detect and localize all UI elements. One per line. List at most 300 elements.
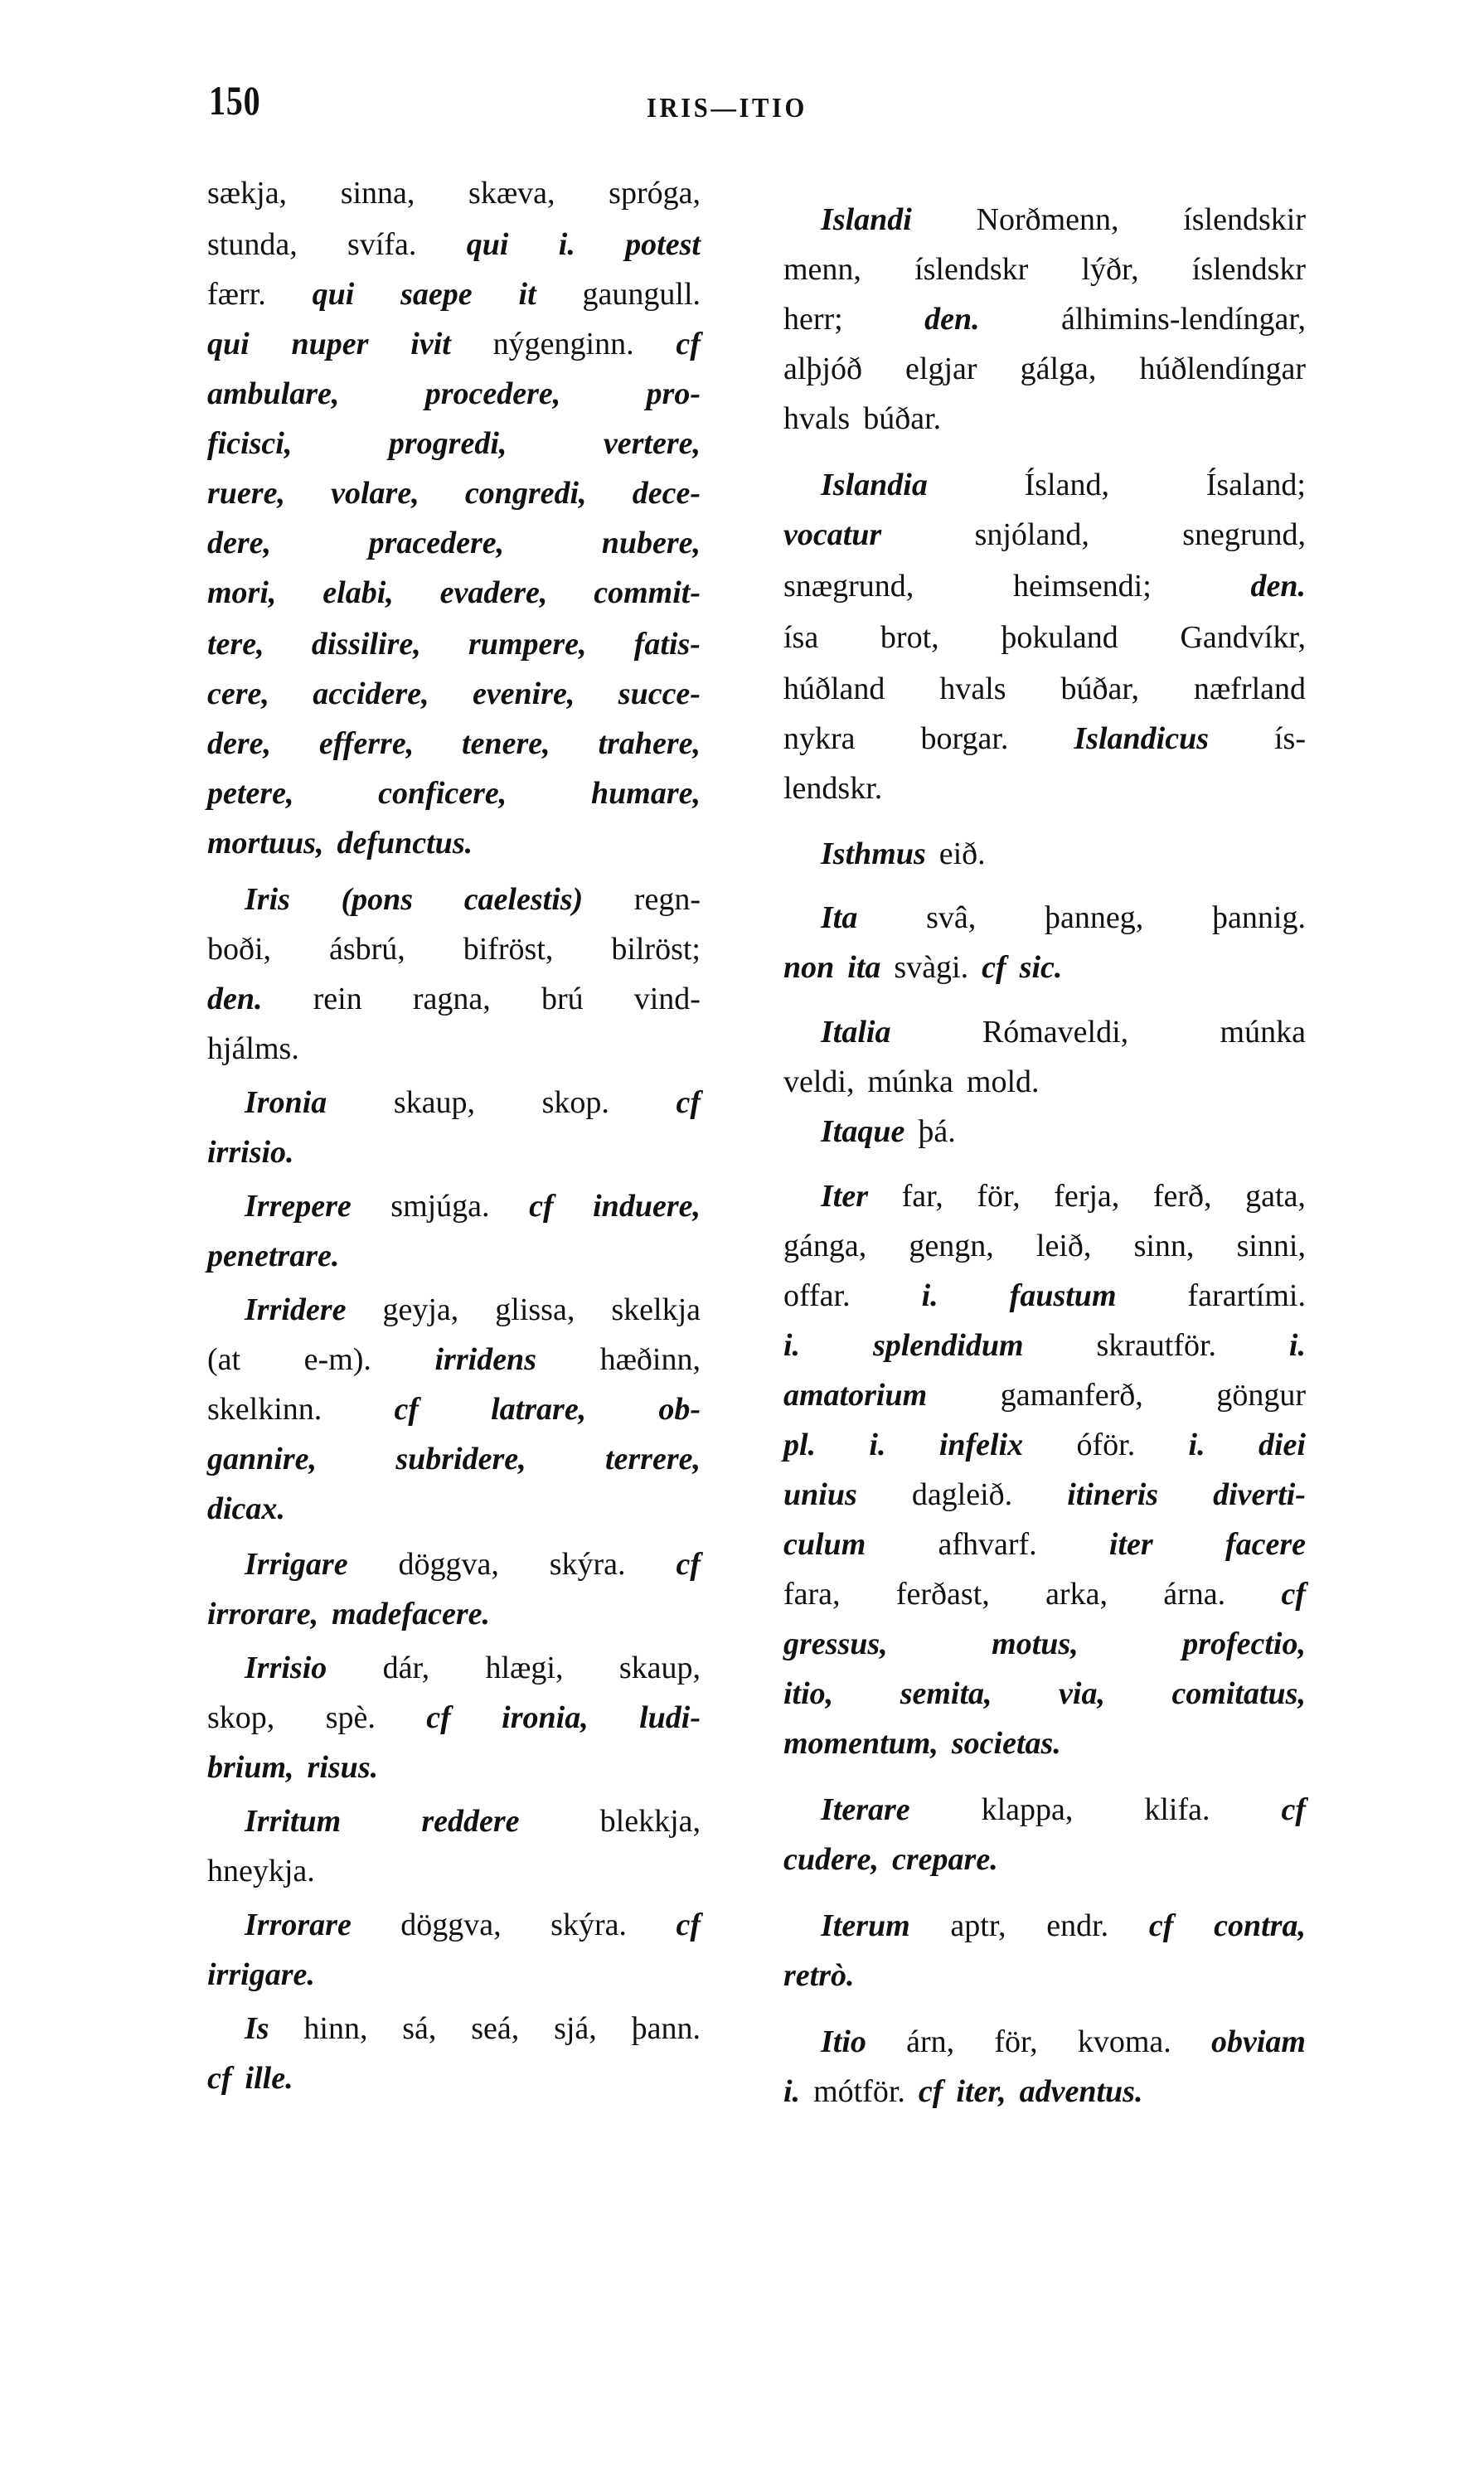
running-head: IRIS—ITIO [647, 93, 807, 124]
latin-term: accidere, [313, 676, 429, 711]
icelandic-word: múnka [867, 1064, 953, 1099]
icelandic-word: íslendskr [1191, 252, 1306, 287]
latin-term: contra, [1214, 1908, 1306, 1943]
latin-term: cudere, [783, 1842, 880, 1877]
latin-term: ruere, [207, 476, 285, 511]
latin-term: momentum, [783, 1726, 938, 1761]
latin-term: Iterare [821, 1792, 910, 1827]
latin-term: profectio, [1182, 1626, 1306, 1661]
text-line [207, 1488, 701, 1530]
icelandic-word: döggva, [400, 1908, 502, 1942]
icelandic-word: þannig. [1212, 900, 1306, 935]
latin-term: commit- [594, 575, 701, 610]
latin-term: Itio [821, 2024, 866, 2059]
latin-term: ambulare, [207, 376, 340, 411]
icelandic-word: sinni, [1236, 1229, 1306, 1263]
text-line [783, 1374, 1306, 1416]
latin-term: evenire, [472, 676, 575, 711]
text-line [207, 2058, 701, 2099]
icelandic-word: búðar, [1060, 671, 1139, 706]
icelandic-word: hneykja. [207, 1854, 315, 1888]
latin-term: penetrare. [207, 1239, 340, 1273]
icelandic-word: rein [313, 982, 362, 1016]
icelandic-word: hjálms. [207, 1031, 299, 1066]
text-line [207, 1389, 701, 1430]
latin-term: diei [1258, 1428, 1306, 1462]
latin-term: dere, [207, 526, 272, 560]
icelandic-word: eið. [938, 836, 986, 871]
icelandic-word: ísa [783, 620, 819, 655]
text-line [207, 1850, 701, 1892]
latin-term: Irrepere [245, 1189, 352, 1224]
latin-term: efferre, [318, 726, 415, 761]
latin-term: mortuus, [207, 826, 324, 861]
icelandic-word: hinn, [303, 2011, 368, 2046]
icelandic-word: (at [207, 1342, 241, 1377]
latin-term: qui [466, 227, 509, 262]
icelandic-word: smjúga. [390, 1189, 490, 1224]
latin-term: Is [245, 2011, 269, 2046]
icelandic-word: íslendskr [914, 252, 1029, 287]
text-line [245, 879, 701, 920]
latin-term: ob- [658, 1392, 701, 1427]
icelandic-word: aptr, [950, 1908, 1006, 1943]
icelandic-word: Ísland, [1024, 468, 1109, 502]
latin-term: nuper [291, 327, 369, 361]
icelandic-word: sá, [402, 2011, 437, 2046]
icelandic-word: gata, [1245, 1179, 1306, 1214]
latin-term: obviam [1210, 2024, 1306, 2059]
icelandic-word: kvoma. [1077, 2024, 1171, 2059]
latin-term: societas. [951, 1726, 1061, 1761]
page-number: 150 [209, 77, 261, 124]
latin-term: Iris [245, 882, 290, 917]
icelandic-word: mold. [966, 1064, 1040, 1099]
icelandic-word: skop, [207, 1700, 275, 1735]
icelandic-word: endr. [1046, 1908, 1109, 1943]
latin-term: rumpere, [468, 627, 587, 662]
text-line [207, 172, 701, 214]
latin-term: Italia [821, 1015, 891, 1050]
icelandic-word: regn- [633, 882, 701, 917]
icelandic-word: ferja, [1054, 1179, 1120, 1214]
icelandic-word: skýra. [549, 1547, 626, 1582]
icelandic-word: gánga, [783, 1229, 867, 1263]
latin-term: den. [207, 982, 263, 1016]
latin-term: ille. [245, 2061, 293, 2096]
text-line [783, 1474, 1306, 1515]
icelandic-word: Gandvíkr, [1180, 620, 1306, 655]
latin-term: Islandia [821, 468, 928, 502]
latin-term: non [783, 950, 835, 985]
latin-term: Itaque [821, 1114, 905, 1149]
icelandic-word: bilröst; [611, 932, 701, 967]
icelandic-word: lýðr, [1081, 252, 1139, 287]
latin-term: Irritum [245, 1804, 342, 1839]
text-line [821, 199, 1306, 240]
icelandic-word: leið, [1035, 1229, 1092, 1263]
latin-term: Ita [821, 900, 858, 935]
text-line [207, 423, 701, 464]
latin-term: it [518, 277, 536, 312]
latin-term: ita [847, 950, 881, 985]
latin-term: cf [676, 1908, 701, 1942]
icelandic-word: sinna, [340, 176, 415, 211]
icelandic-word: skrautför. [1096, 1328, 1217, 1363]
icelandic-word: ferð, [1152, 1179, 1212, 1214]
latin-term: cere, [207, 676, 269, 711]
text-line [207, 1235, 701, 1277]
icelandic-word: för, [977, 1179, 1021, 1214]
latin-term: Irrisio [245, 1651, 327, 1685]
icelandic-word: göngur [1216, 1378, 1306, 1413]
latin-term: itio, [783, 1676, 834, 1711]
latin-term: evadere, [439, 575, 548, 610]
icelandic-word: óför. [1076, 1428, 1136, 1462]
text-line [207, 723, 701, 764]
icelandic-word: seá, [471, 2011, 520, 2046]
latin-term: cf [207, 2061, 232, 2096]
text-line [783, 1061, 1306, 1103]
icelandic-word: vind- [633, 982, 701, 1016]
latin-term: ludi- [639, 1700, 701, 1735]
text-line [783, 1573, 1306, 1615]
text-line [245, 1647, 701, 1689]
latin-term: iter, [956, 2074, 1006, 2109]
text-line [207, 1747, 701, 1788]
icelandic-word: snegrund, [1182, 517, 1306, 552]
text-line [783, 1955, 1306, 1996]
icelandic-word: e-m). [303, 1342, 371, 1377]
text-line [207, 274, 701, 315]
icelandic-word: elgjar [905, 351, 977, 386]
icelandic-word: sinn, [1133, 1229, 1195, 1263]
latin-term: cf [394, 1392, 419, 1427]
latin-term: cf [1281, 1792, 1306, 1827]
latin-term: succe- [618, 676, 701, 711]
text-line [245, 1082, 701, 1123]
text-line [207, 373, 701, 414]
icelandic-word: skelkja [611, 1292, 701, 1327]
text-line [783, 947, 1306, 988]
latin-term: i. [869, 1428, 886, 1462]
text-line [783, 249, 1306, 290]
latin-term: subridere, [395, 1442, 526, 1476]
latin-term: pl. [783, 1428, 817, 1462]
latin-term: madefacere. [332, 1597, 491, 1631]
text-line [783, 1225, 1306, 1267]
icelandic-word: árn, [906, 2024, 955, 2059]
text-line [783, 718, 1306, 759]
icelandic-word: svâ, [926, 900, 977, 935]
latin-term: i. [921, 1278, 938, 1313]
icelandic-word: færr. [207, 277, 266, 312]
icelandic-word: skelkinn. [207, 1392, 323, 1427]
latin-term: tere, [207, 627, 264, 662]
latin-term: brium, [207, 1750, 294, 1785]
icelandic-word: hvals [783, 401, 851, 436]
icelandic-word: árna. [1163, 1577, 1226, 1612]
latin-term: cf [529, 1189, 554, 1224]
text-line [207, 1132, 701, 1173]
text-line [783, 1325, 1306, 1366]
text-line [207, 1339, 701, 1380]
icelandic-word: arka, [1045, 1577, 1108, 1612]
icelandic-word: ferðast, [895, 1577, 990, 1612]
text-line [207, 1697, 701, 1738]
icelandic-word: ásbrú, [328, 932, 405, 967]
icelandic-word: íslendskir [1183, 202, 1306, 237]
icelandic-word: nykra [783, 721, 856, 756]
latin-term: pracedere, [368, 526, 505, 560]
latin-term: i. [1188, 1428, 1205, 1462]
icelandic-word: gaungull. [582, 277, 701, 312]
icelandic-word: lendskr. [783, 771, 883, 806]
latin-term: mori, [207, 575, 277, 610]
text-line [783, 1673, 1306, 1714]
latin-term: volare, [331, 476, 419, 511]
latin-term: pro- [646, 376, 701, 411]
icelandic-word: dagleið. [911, 1477, 1013, 1512]
latin-term: progredi, [388, 426, 507, 461]
latin-term: Irrigare [245, 1547, 348, 1582]
latin-term: cf [1148, 1908, 1174, 1943]
latin-term: potest [625, 227, 701, 262]
latin-term: i. [783, 2074, 801, 2109]
text-line [207, 323, 701, 365]
icelandic-word: spróga, [609, 176, 701, 211]
latin-term: cf [1281, 1577, 1306, 1612]
latin-term: dissilire, [311, 627, 421, 662]
icelandic-word: afhvarf. [938, 1527, 1037, 1562]
icelandic-word: þanneg, [1045, 900, 1144, 935]
icelandic-word: álhimins-lendíngar, [1060, 302, 1306, 337]
icelandic-word: húðlendíngar [1139, 351, 1306, 386]
text-line [207, 978, 701, 1020]
icelandic-word: múnka [1220, 1015, 1306, 1050]
latin-term: irridens [434, 1342, 536, 1377]
icelandic-word: skop. [541, 1085, 609, 1120]
icelandic-word: alþjóð [783, 351, 862, 386]
icelandic-word: boði, [207, 932, 272, 967]
latin-term: Irridere [245, 1292, 347, 1327]
icelandic-word: snjóland, [974, 517, 1089, 552]
icelandic-word: borgar. [920, 721, 1009, 756]
latin-term: cf [918, 2074, 943, 2109]
text-line [783, 1623, 1306, 1665]
text-line [207, 473, 701, 514]
text-line [783, 2071, 1306, 2112]
text-line [783, 1839, 1306, 1880]
latin-term: i. [1288, 1328, 1306, 1363]
text-line [783, 298, 1306, 340]
latin-term: i. [558, 227, 575, 262]
latin-term: irrisio. [207, 1135, 294, 1170]
latin-term: dere, [207, 726, 272, 761]
latin-term: gannire, [207, 1442, 317, 1476]
latin-term: elabi, [323, 575, 394, 610]
latin-term: cf [982, 950, 1006, 985]
text-line [821, 1789, 1306, 1830]
icelandic-word: stunda, [207, 227, 298, 262]
latin-term: dece- [632, 476, 701, 511]
latin-term: trahere, [598, 726, 701, 761]
latin-term: amatorium [783, 1378, 928, 1413]
latin-term: saepe [400, 277, 473, 312]
icelandic-word: hlægi, [485, 1651, 564, 1685]
text-line [207, 1438, 701, 1480]
icelandic-word: heimsendi; [1013, 569, 1152, 604]
latin-term: Iter [821, 1179, 868, 1214]
text-line [821, 897, 1306, 938]
text-line [783, 1275, 1306, 1316]
icelandic-word: þann. [631, 2011, 701, 2046]
latin-term: Ironia [245, 1085, 327, 1120]
icelandic-word: Rómaveldi, [982, 1015, 1129, 1050]
text-line [245, 2008, 701, 2049]
latin-term: irrorare, [207, 1597, 319, 1631]
icelandic-word: klappa, [981, 1792, 1074, 1827]
icelandic-word: gamanferð, [1000, 1378, 1143, 1413]
icelandic-word: mótför. [813, 2074, 905, 2109]
latin-term: induere, [593, 1189, 701, 1224]
latin-term: crepare. [892, 1842, 998, 1877]
icelandic-word: far, [901, 1179, 943, 1214]
latin-term: motus, [992, 1626, 1079, 1661]
latin-term: itineris [1067, 1477, 1159, 1512]
icelandic-word: ís- [1273, 721, 1306, 756]
text-line [207, 623, 701, 665]
icelandic-word: ragna, [412, 982, 491, 1016]
latin-term: Iterum [821, 1908, 910, 1943]
icelandic-word: þokuland [1001, 620, 1118, 655]
latin-term: splendidum [872, 1328, 1024, 1363]
latin-term: vocatur [783, 517, 882, 552]
icelandic-word: brot, [880, 620, 939, 655]
icelandic-word: sjá, [554, 2011, 597, 2046]
text-line [207, 572, 701, 613]
text-line [207, 822, 701, 864]
latin-term: petere, [207, 776, 294, 811]
text-line [821, 1111, 1306, 1152]
icelandic-word: spè. [325, 1700, 376, 1735]
text-line [821, 833, 1306, 875]
latin-term: cf [426, 1700, 451, 1735]
icelandic-word: nýgenginn. [492, 327, 634, 361]
icelandic-word: svàgi. [894, 950, 969, 985]
icelandic-word: búðar. [863, 401, 942, 436]
text-line [245, 1801, 701, 1842]
icelandic-word: þá. [918, 1114, 956, 1149]
text-line [245, 1544, 701, 1585]
latin-term: Isthmus [821, 836, 926, 871]
latin-term: ficisci, [207, 426, 293, 461]
latin-term: fatis- [633, 627, 701, 662]
icelandic-word: skæva, [468, 176, 555, 211]
latin-term: irrigare. [207, 1957, 315, 1992]
latin-term: semita, [900, 1676, 992, 1711]
icelandic-word: döggva, [398, 1547, 499, 1582]
latin-term: Irrorare [245, 1908, 352, 1942]
text-line [821, 2021, 1306, 2063]
icelandic-word: gálga, [1020, 351, 1097, 386]
latin-term: retrò. [783, 1958, 855, 1993]
text-line [783, 1424, 1306, 1466]
latin-term: sic. [1019, 950, 1063, 985]
icelandic-word: fara, [783, 1577, 841, 1612]
text-line [245, 1185, 701, 1227]
icelandic-word: næfrland [1193, 671, 1306, 706]
latin-term: cf [676, 1547, 701, 1582]
icelandic-word: för, [994, 2024, 1038, 2059]
text-line [207, 673, 701, 715]
text-line [821, 464, 1306, 506]
latin-term: conficere, [378, 776, 507, 811]
text-line [207, 224, 701, 265]
icelandic-word: menn, [783, 252, 861, 287]
icelandic-word: svífa. [347, 227, 417, 262]
icelandic-word: sækja, [207, 176, 288, 211]
latin-term: terrere, [604, 1442, 701, 1476]
icelandic-word: veldi, [783, 1064, 855, 1099]
text-line [783, 768, 1306, 809]
text-line [207, 1593, 701, 1635]
text-line [783, 1723, 1306, 1764]
icelandic-word: húðland [783, 671, 885, 706]
text-line [207, 773, 701, 814]
latin-term: tenere, [462, 726, 550, 761]
text-line [821, 1011, 1306, 1053]
latin-term: adventus. [1019, 2074, 1143, 2109]
text-line [783, 617, 1306, 658]
text-line [783, 348, 1306, 390]
latin-term: cf [676, 327, 701, 361]
latin-term: ivit [410, 327, 451, 361]
icelandic-word: bifröst, [463, 932, 554, 967]
icelandic-word: skaup, [618, 1651, 701, 1685]
icelandic-word: Norðmenn, [976, 202, 1119, 237]
latin-term: risus. [307, 1750, 379, 1785]
text-line [821, 1905, 1306, 1946]
text-line [821, 1176, 1306, 1217]
icelandic-word: Ísaland; [1205, 468, 1306, 502]
icelandic-word: klifa. [1144, 1792, 1210, 1827]
text-line [245, 1289, 701, 1331]
text-line [783, 565, 1306, 607]
text-line [783, 514, 1306, 555]
icelandic-word: farartími. [1187, 1278, 1306, 1313]
latin-term: nubere, [601, 526, 701, 560]
latin-term: facere [1225, 1527, 1306, 1562]
latin-term: i. [783, 1328, 801, 1363]
latin-term: vertere, [603, 426, 701, 461]
latin-term: unius [783, 1477, 857, 1512]
latin-term: procedere, [424, 376, 561, 411]
latin-term: via, [1059, 1676, 1105, 1711]
icelandic-word: offar. [783, 1278, 851, 1313]
text-line [207, 1954, 701, 1995]
latin-term: qui [207, 327, 250, 361]
latin-term: ironia, [502, 1700, 589, 1735]
latin-term: humare, [591, 776, 701, 811]
latin-term: reddere [421, 1804, 520, 1839]
icelandic-word: gengn, [909, 1229, 994, 1263]
icelandic-word: herr; [783, 302, 843, 337]
latin-term: cf [676, 1085, 701, 1120]
latin-term: faustum [1009, 1278, 1117, 1313]
icelandic-word: hvals [939, 671, 1006, 706]
icelandic-word: geyja, [382, 1292, 459, 1327]
